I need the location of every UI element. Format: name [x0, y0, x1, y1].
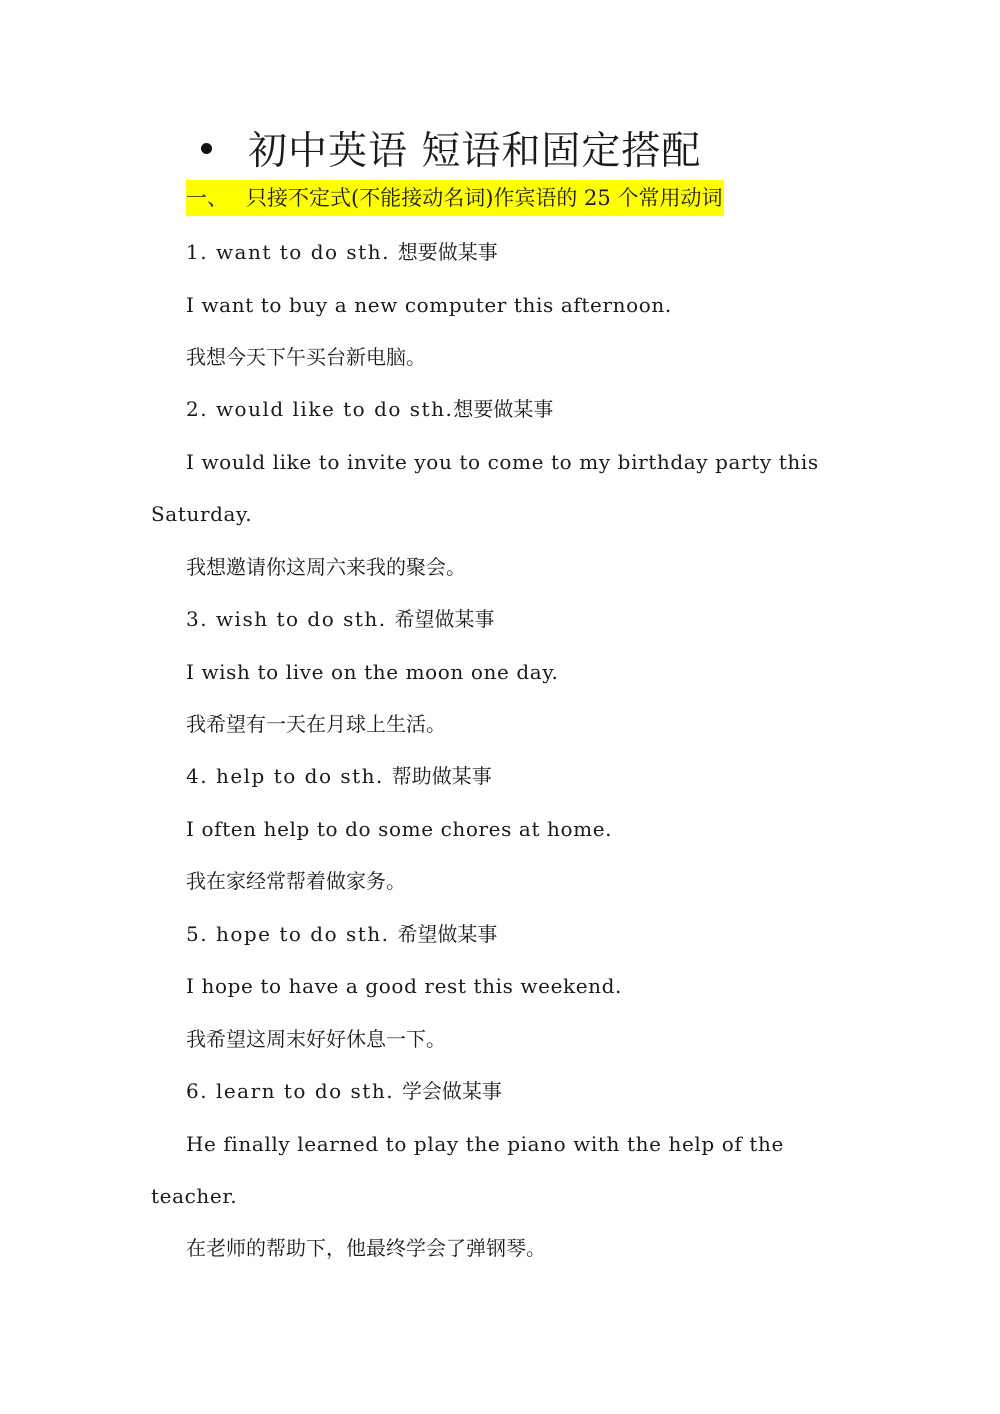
example-translation: 我希望这周末好好休息一下。: [186, 1027, 446, 1051]
page-title-text: 初中英语 短语和固定搭配: [248, 129, 702, 174]
example-translation: 在老师的帮助下，他最终学会了弹钢琴。: [186, 1236, 546, 1260]
phrase-text: 4. help to do sth.: [186, 764, 384, 788]
example-sentence: I wish to live on the moon one day.: [186, 660, 559, 684]
phrase-meaning: 希望做某事: [397, 922, 498, 946]
phrase-text: 6. learn to do sth.: [186, 1079, 395, 1103]
phrase-line: [186, 761, 492, 791]
example-sentence: He finally learned to play the piano with the help of the: [186, 1132, 784, 1156]
example-translation: 我希望有一天在月球上生活。: [186, 712, 446, 736]
example-sentence: I want to buy a new computer this afternoon.: [186, 293, 672, 317]
phrase-text: 5. hope to do sth.: [186, 922, 390, 946]
example-sentence-continued: Saturday.: [151, 502, 253, 526]
phrase-meaning: 帮助做某事: [391, 764, 492, 788]
example-sentence-continued: teacher.: [151, 1184, 238, 1208]
bullet-icon: [201, 143, 212, 154]
phrase-meaning: 想要做某事: [397, 240, 498, 264]
section-number: 一、: [186, 186, 228, 210]
phrase-text: 3. wish to do sth.: [186, 607, 387, 631]
example-sentence: I hope to have a good rest this weekend.: [186, 974, 623, 998]
phrase-line: [186, 1076, 502, 1106]
phrase-line: [186, 604, 495, 634]
section-heading-text: 只接不定式(不能接动名词)作宾语的 25 个常用动词: [246, 186, 723, 210]
phrase-text: 1. want to do sth.: [186, 240, 390, 264]
example-translation: 我想今天下午买台新电脑。: [186, 345, 426, 369]
phrase-line: [186, 919, 497, 949]
example-translation: 我想邀请你这周六来我的聚会。: [186, 555, 466, 579]
section-heading: [186, 180, 724, 216]
phrase-meaning: 希望做某事: [394, 607, 495, 631]
phrase-line: [186, 237, 498, 267]
phrase-meaning: 学会做某事: [401, 1079, 502, 1103]
example-translation: 我在家经常帮着做家务。: [186, 869, 406, 893]
example-sentence: I would like to invite you to come to my birthday party this: [186, 450, 819, 474]
phrase-line: [186, 394, 553, 424]
example-sentence: I often help to do some chores at home.: [186, 817, 613, 841]
phrase-text: 2. would like to do sth.: [186, 397, 454, 421]
phrase-meaning: 想要做某事: [453, 397, 554, 421]
page-title: [196, 118, 701, 178]
